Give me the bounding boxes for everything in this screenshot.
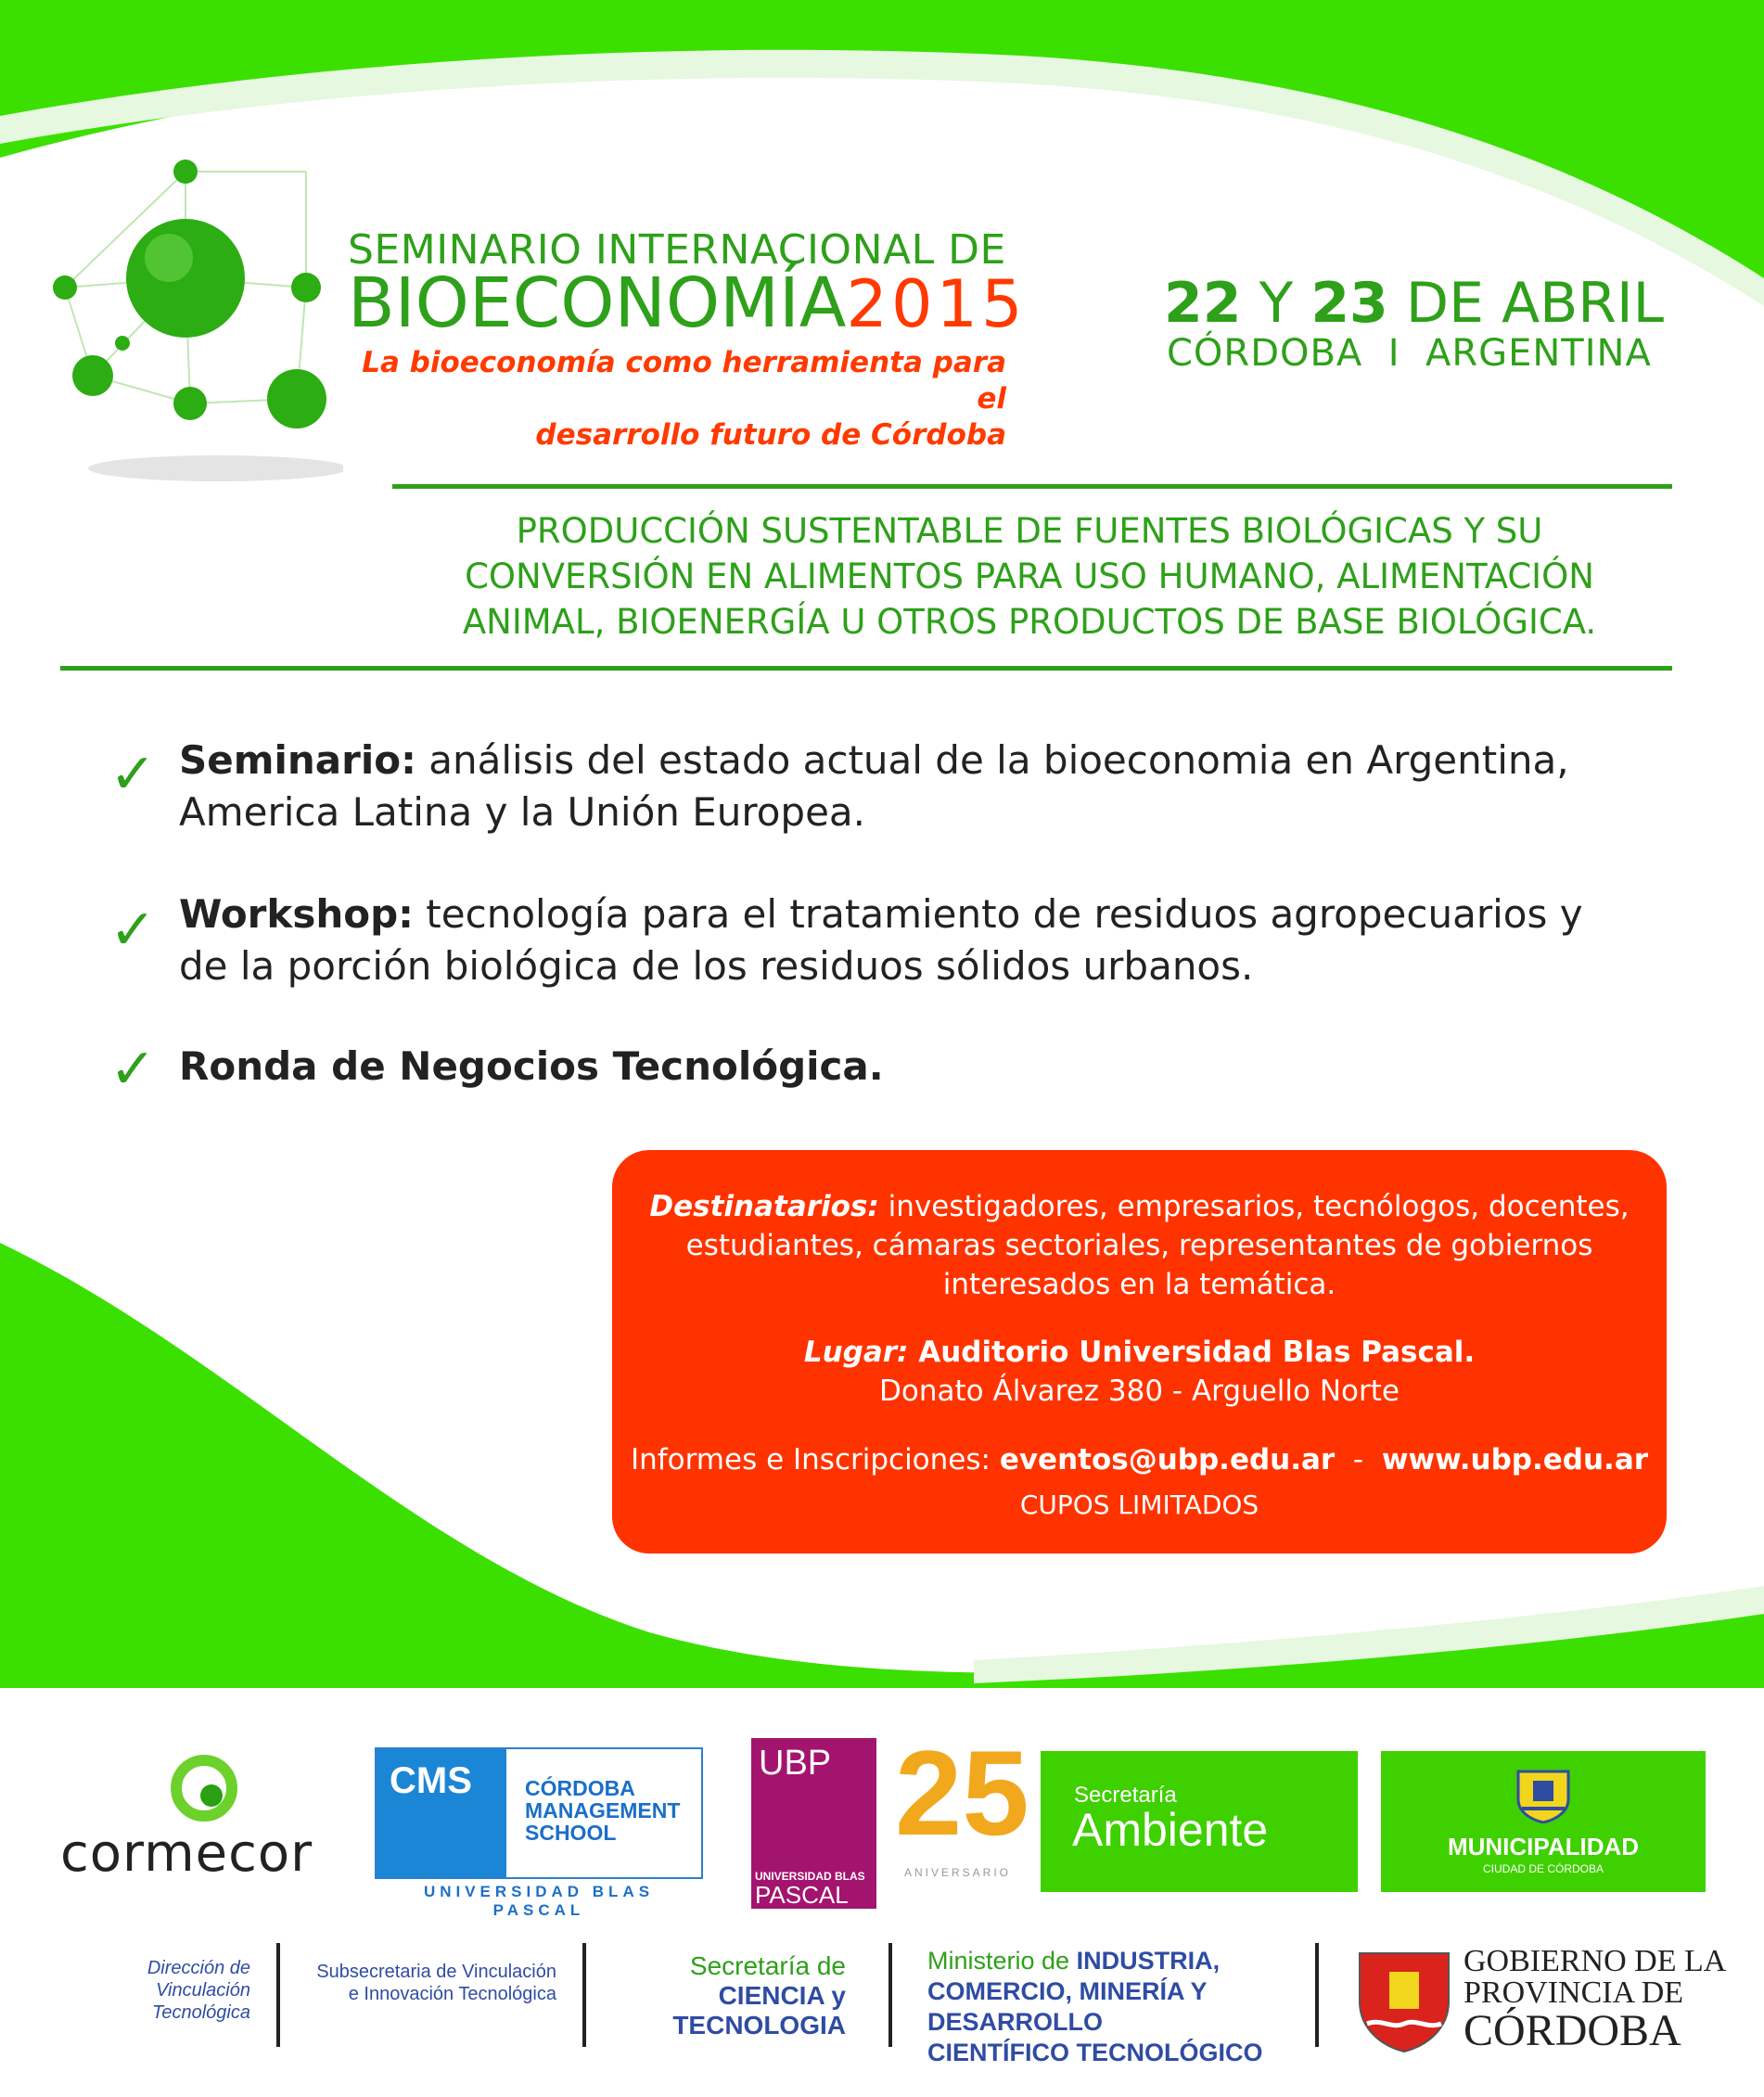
ubp-big: PASCAL: [755, 1881, 849, 1909]
subtitle-line1: La bioeconomía como herramienta para el: [362, 346, 1006, 416]
destinatarios-line2: estudiantes, cámaras sectoriales, representantes de gobiernos: [685, 1229, 1593, 1262]
min-line1b: INDUSTRIA,: [1076, 1947, 1221, 1975]
event-title-word: BIOECONOMÍA: [348, 263, 847, 343]
theme-top-rule: [392, 484, 1672, 489]
ubp-logo: [751, 1738, 876, 1909]
subtitle-line2: desarrollo futuro de Córdoba: [535, 417, 1006, 452]
ambiente-small: Secretaría: [1074, 1783, 1177, 1808]
ubp-abbr: UBP: [759, 1744, 832, 1783]
cms-line1: CÓRDOBA: [525, 1776, 635, 1800]
ubp-25-anniversary: 25: [895, 1725, 1029, 1860]
activity-ronda: [179, 1041, 1663, 1093]
date-month: DE ABRIL: [1405, 271, 1665, 336]
activity-label: Ronda de Negocios Tecnológica.: [179, 1043, 884, 1089]
lugar-line: [612, 1333, 1667, 1372]
event-year: 2015: [846, 266, 1027, 342]
cormecor-text: cormecor: [60, 1823, 313, 1884]
event-location: CÓRDOBA I ARGENTINA: [1167, 332, 1652, 375]
molecule-logo-icon: [37, 148, 343, 492]
gob-line3: CÓRDOBA: [1464, 2006, 1681, 2055]
date-day2: 23: [1310, 271, 1388, 336]
cms-logo: [375, 1747, 703, 1879]
min-line1a: Ministerio de: [927, 1947, 1077, 1975]
event-date: [1164, 271, 1664, 336]
activity-text: America Latina y la Unión Europea.: [179, 789, 866, 835]
informes-line: [612, 1440, 1667, 1479]
sct-line2: CIENCIA y TECNOLOGIA: [672, 1981, 846, 2039]
info-box: [612, 1150, 1667, 1554]
municipal-shield-icon: [1511, 1764, 1576, 1823]
informes-label: Informes e Inscripciones:: [630, 1443, 1000, 1477]
event-subtitle: [348, 345, 1006, 453]
theme-bottom-rule: [60, 666, 1672, 671]
divider: [276, 1943, 280, 2047]
min-line3: CIENTÍFICO TECNOLÓGICO: [927, 2039, 1263, 2066]
sub-line1: Subsecretaria de Vinculación: [316, 1962, 556, 1982]
address-line: Donato Álvarez 380 - Arguello Norte: [879, 1375, 1400, 1408]
cms-name: [525, 1777, 680, 1844]
activity-label: Workshop:: [179, 891, 414, 937]
divider: [1315, 1943, 1319, 2047]
cms-line2: MANAGEMENT: [525, 1798, 681, 1822]
sub-line2: e Innovación Tecnológica: [348, 1984, 556, 2004]
checkmark-icon: ✓: [109, 1037, 157, 1102]
informes-separator: -: [1335, 1443, 1382, 1477]
cms-abbr: CMS: [390, 1760, 472, 1801]
theme-line3: ANIMAL, BIOENERGÍA U OTROS PRODUCTOS DE BASE BIOLÓGICA.: [462, 602, 1597, 642]
theme-text: [390, 508, 1669, 645]
destinatarios-line3: interesados en la temática.: [942, 1268, 1336, 1301]
gob-line1: GOBIERNO DE LA: [1464, 1944, 1727, 1978]
activity-seminario: [179, 735, 1663, 838]
ambiente-big: Ambiente: [1072, 1804, 1269, 1856]
min-line2: COMERCIO, MINERÍA Y DESARROLLO: [927, 1977, 1208, 2036]
ubp-small: UNIVERSIDAD BLAS: [755, 1870, 865, 1883]
activity-workshop: [179, 889, 1663, 992]
website-link[interactable]: www.ubp.edu.ar: [1381, 1443, 1649, 1477]
subsecretaria-vinculacion: [301, 1961, 556, 2005]
activity-text: tecnología para el tratamiento de residuos agropecuarios y: [413, 891, 1583, 937]
municipalidad-sub: CIUDAD DE CÓRDOBA: [1482, 1862, 1604, 1875]
ambiente-logo: [1041, 1751, 1358, 1892]
sct-line1: Secretaría de: [689, 1951, 846, 1980]
event-title-main: [348, 263, 1027, 343]
activity-text: análisis del estado actual de la bioeconomia en Argentina,: [415, 737, 1569, 783]
ministerio-industria: [927, 1946, 1317, 2068]
activity-label: Seminario:: [179, 737, 416, 783]
municipalidad-text: MUNICIPALIDAD: [1447, 1833, 1640, 1860]
date-day1: 22: [1164, 271, 1242, 336]
secretaria-ciencia-tecnologia: [605, 1951, 846, 2040]
cms-line3: SCHOOL: [525, 1821, 617, 1845]
cupos-limitados: CUPOS LIMITADOS: [1019, 1490, 1259, 1520]
lugar-label: Lugar:: [803, 1336, 909, 1369]
ubp-aniversario: ANIVERSARIO: [904, 1866, 1012, 1879]
lugar-value: Auditorio Universidad Blas Pascal.: [908, 1336, 1476, 1369]
cordoba-coat-of-arms-icon: [1354, 1944, 1454, 2053]
destinatarios-line1: [612, 1187, 1667, 1226]
cormecor-logo: [60, 1751, 339, 1886]
municipalidad-logo: [1381, 1751, 1706, 1892]
dir-line2: Vinculación Tecnológica: [151, 1980, 250, 2023]
checkmark-icon: ✓: [109, 742, 157, 807]
dir-line1: Dirección de: [147, 1958, 250, 1978]
divider: [888, 1943, 892, 2047]
date-y: Y: [1259, 271, 1294, 336]
divider: [582, 1943, 586, 2047]
theme-line1: PRODUCCIÓN SUSTENTABLE DE FUENTES BIOLÓGICAS Y SU: [516, 511, 1543, 551]
activity-text: de la porción biológica de los residuos sólidos urbanos.: [179, 943, 1254, 989]
direccion-vinculacion: [56, 1957, 250, 2024]
event-title-line1: SEMINARIO INTERNACIONAL DE: [348, 226, 1006, 274]
checkmark-icon: ✓: [109, 898, 157, 963]
email-link[interactable]: eventos@ubp.edu.ar: [999, 1443, 1336, 1477]
destinatarios-text: investigadores, empresarios, tecnólogos, docentes,: [878, 1190, 1630, 1223]
gob-line2: PROVINCIA DE: [1464, 1976, 1684, 2010]
cms-univ: UNIVERSIDAD BLAS PASCAL: [423, 1883, 655, 1919]
theme-line2: CONVERSIÓN EN ALIMENTOS PARA USO HUMANO, ALIMENTACIÓN: [465, 556, 1594, 596]
destinatarios-label: Destinatarios:: [649, 1190, 879, 1223]
cormecor-swirl-icon: [158, 1751, 250, 1825]
gobierno-cordoba: [1464, 1946, 1726, 2053]
